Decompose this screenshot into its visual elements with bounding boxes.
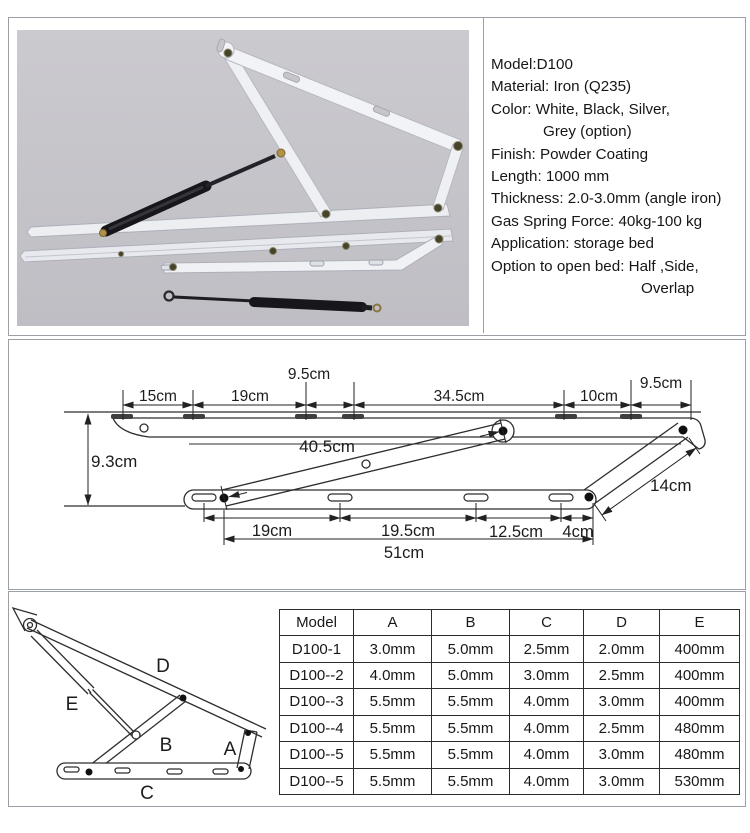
- vertical-divider: [483, 18, 484, 333]
- cell-a: 5.5mm: [354, 768, 432, 794]
- spec-line-material: Material: Iron (Q235): [491, 78, 632, 96]
- spec-line-force: Gas Spring Force: 40kg-100 kg: [491, 212, 703, 230]
- label-part-b: B: [159, 735, 173, 756]
- spec-line-thickness: Thickness: 2.0-3.0mm (angle iron): [491, 190, 722, 208]
- cell-b: 5.5mm: [432, 768, 510, 794]
- cell-model: D100--5: [280, 742, 354, 768]
- cell-model: D100--4: [280, 715, 354, 741]
- cell-d: 2.5mm: [584, 715, 660, 741]
- cell-model: D100-1: [280, 636, 354, 662]
- cell-e: 400mm: [660, 636, 740, 662]
- label-part-c: C: [140, 783, 154, 804]
- cell-d: 2.5mm: [584, 662, 660, 688]
- dim-label: 51cm: [383, 544, 425, 562]
- dim-label: 9.3cm: [91, 452, 138, 471]
- product-photo: [17, 30, 469, 326]
- cell-e: 400mm: [660, 689, 740, 715]
- cell-d: 3.0mm: [584, 768, 660, 794]
- cell-a: 5.5mm: [354, 715, 432, 741]
- spec-line-application: Application: storage bed: [491, 235, 654, 253]
- col-header-d: D: [584, 610, 660, 636]
- dim-label: 19cm: [251, 522, 293, 540]
- cell-e: 480mm: [660, 715, 740, 741]
- dim-label: 15cm: [139, 388, 177, 405]
- table-row: [280, 662, 740, 688]
- cell-d: 2.0mm: [584, 636, 660, 662]
- table-row: [280, 742, 740, 768]
- dimension-diagram-section: [8, 339, 746, 590]
- table-header-row: [280, 610, 740, 636]
- dim-label: 40.5cm: [299, 437, 355, 456]
- cell-c: 4.0mm: [510, 768, 584, 794]
- cell-c: 3.0mm: [510, 662, 584, 688]
- cell-c: 4.0mm: [510, 715, 584, 741]
- product-overview-section: [8, 17, 746, 336]
- cell-model: D100--2: [280, 662, 354, 688]
- cell-b: 5.5mm: [432, 689, 510, 715]
- mechanism-schematic: [11, 599, 279, 804]
- cell-e: 480mm: [660, 742, 740, 768]
- dim-label: 19.5cm: [380, 522, 436, 540]
- dim-label: 19cm: [231, 388, 269, 405]
- col-header-c: C: [510, 610, 584, 636]
- spec-line-model: Model:D100: [491, 56, 573, 73]
- cell-model: D100--3: [280, 689, 354, 715]
- spec-line-color: Color: White, Black, Silver,: [491, 100, 670, 118]
- dimension-diagram: [9, 340, 743, 587]
- cell-d: 3.0mm: [584, 689, 660, 715]
- brass-fitting: [100, 230, 107, 237]
- table-row: [280, 636, 740, 662]
- dimension-labels-top: [139, 366, 682, 405]
- dim-label: 10cm: [580, 388, 618, 405]
- cell-b: 5.0mm: [432, 636, 510, 662]
- cell-model: D100--5: [280, 768, 354, 794]
- dim-label: 4cm: [562, 523, 594, 541]
- size-table: [279, 609, 740, 795]
- cell-e: 530mm: [660, 768, 740, 794]
- dim-label: 34.5cm: [433, 388, 485, 405]
- spec-list: [491, 54, 741, 300]
- cell-c: 4.0mm: [510, 689, 584, 715]
- table-row: [280, 715, 740, 741]
- cell-a: 4.0mm: [354, 662, 432, 688]
- cell-e: 400mm: [660, 662, 740, 688]
- dim-label: 12.5cm: [488, 523, 544, 541]
- cell-d: 3.0mm: [584, 742, 660, 768]
- col-header-e: E: [660, 610, 740, 636]
- cell-a: 5.5mm: [354, 689, 432, 715]
- cell-b: 5.0mm: [432, 662, 510, 688]
- spec-line-open-option: Option to open bed: Half ,Side,: [491, 257, 699, 275]
- table-row: [280, 768, 740, 794]
- label-part-a: A: [223, 739, 237, 760]
- brass-fitting: [277, 149, 285, 157]
- table-row: [280, 689, 740, 715]
- col-header-a: A: [354, 610, 432, 636]
- cell-a: 3.0mm: [354, 636, 432, 662]
- parts-table-section: [8, 591, 746, 807]
- spec-line-finish: Finish: Powder Coating: [491, 145, 649, 163]
- label-part-d: D: [156, 656, 170, 677]
- dimension-right: [595, 438, 700, 521]
- col-header-b: B: [432, 610, 510, 636]
- cell-a: 5.5mm: [354, 742, 432, 768]
- schematic-labels: [66, 656, 237, 804]
- label-part-e: E: [65, 694, 79, 715]
- cell-c: 2.5mm: [510, 636, 584, 662]
- cell-c: 4.0mm: [510, 742, 584, 768]
- cell-b: 5.5mm: [432, 742, 510, 768]
- dim-label: 9.5cm: [287, 366, 331, 383]
- frame-outline: [64, 412, 705, 509]
- spec-line-color-cont: Grey (option): [543, 123, 632, 141]
- spec-line-length: Length: 1000 mm: [491, 168, 610, 186]
- spec-line-open-option-cont: Overlap: [641, 280, 695, 298]
- dim-label: 14cm: [650, 476, 692, 495]
- col-header-model: Model: [280, 610, 354, 636]
- dimension-labels-bottom: [252, 522, 594, 562]
- dim-label: 9.5cm: [639, 375, 683, 392]
- cell-b: 5.5mm: [432, 715, 510, 741]
